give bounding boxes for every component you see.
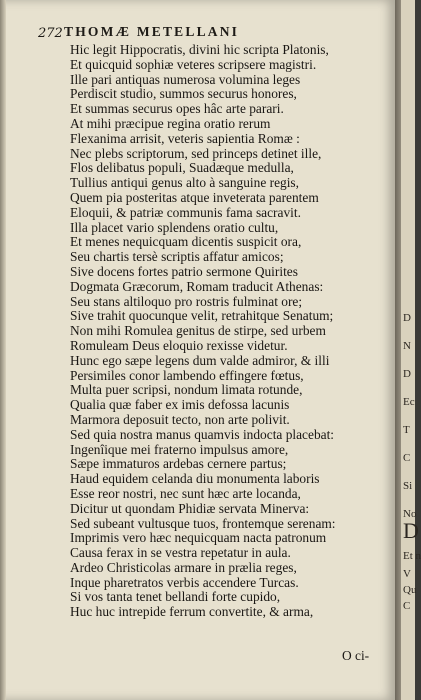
verse-line: Romuleam Deus eloquio rexisse videtur. [70,337,288,353]
facing-page-fragment: D [403,518,419,543]
verse-line: Esse reor nostri, nec sunt hæc arte locanda, [70,485,301,501]
verse-line: Perdiscit studio, summos securus honores, [70,86,297,102]
facing-page-fragment: Et n [403,550,421,562]
verse-line: Quem pia posteritas atque inveterata parentem [70,189,319,205]
verse-line: Sive trahit quocunque velit, retrahitque Senatum; [70,308,334,324]
facing-page-fragment: V [403,568,411,580]
verse-line: Hic legit Hippocratis, divini hic scripta Platonis, [70,42,329,57]
page-number: 272 [38,26,63,41]
verse-line: Hunc ego sæpe legens dum valde admiror, & illi [70,352,330,368]
verse-line: Nec plebs scriptorum, sed princeps detinet ille, [70,145,322,161]
facing-page-fragment: C [403,452,411,464]
verse-line: Si vos tanta tenet bellandi forte cupido, [70,589,281,605]
verse-line: At mihi præcipue regina oratio rerum [70,115,271,131]
facing-page-fragment: No [403,508,417,520]
verse-line: Sæpe immaturos ardebas cernere partus; [70,456,287,472]
verse-line: Sive docens fortes patrio sermone Quirites [70,263,298,279]
facing-page-fragment: N [403,340,411,352]
verse-line: Imprimis vero hæc nequicquam nacta patronum [70,530,327,546]
verse-line: Non mihi Romulea genitus de stirpe, sed urbem [70,323,326,339]
facing-page-fragment: Qu [403,584,417,596]
verse-line: Multa puer scripsi, nondum limata rotunde, [70,382,303,398]
verse-line: Flexanima arrisit, veteris sapientia Romæ : [70,130,300,146]
facing-page-fragment: Ec [403,396,415,408]
verse-line: Marmora deposuit tecto, non arte polivit. [70,411,290,427]
verse-line: Ille pari antiquas numerosa volumina leges [70,71,301,87]
verse-line: Tullius antiqui genus alto à sanguine regis, [70,175,299,191]
page-edge-shadow [0,0,6,700]
verse-line: Haud equidem celanda diu monumenta laboris [70,471,320,487]
verse-line: Eloquii, & patriæ communis fama sacravit. [70,204,301,220]
verse-line: Huc huc intrepide ferrum convertite, & arma, [70,604,314,620]
verse-line: Ingenîique mei fraterno impulsus amore, [70,441,289,457]
verse-line: Et menes nequicquam dicentis suspicit ora, [70,234,302,250]
verse-line: Seu stans altiloquo pro rostris fulminat ore; [70,293,303,309]
verse-line: Et summas securus opes hâc arte parari. [70,101,284,117]
facing-page-fragment: D [403,368,411,380]
running-head: THOMÆ METELLANI [64,24,240,39]
verse-line: Flos delibatus populi, Suadæque medulla, [70,160,294,176]
page-header [38,22,383,44]
verse-line: Dogmata Græcorum, Romam traducit Athenas: [70,278,324,294]
verse-line: Inque pharetratos verbis accendere Turcas. [70,574,299,590]
facing-page-fragment: D [403,312,411,324]
verse-line: Sed quia nostra manus quamvis indocta placebat: [70,426,335,442]
verse-line: Dicitur ut quondam Phidiæ servata Minerva: [70,500,310,516]
verse-line: Seu chartis tersè scriptis affatur amicos; [70,249,284,265]
verse-list [70,43,392,620]
verse-line: Persimiles conor lambendo effingere fœtus, [70,367,304,383]
verse-line: Illa placet vario splendens oratio cultu, [70,219,279,235]
facing-page-edge [401,0,421,700]
catchword: O ci- [342,648,370,663]
verse-line: Et quicquid sophiæ veteres scripsere magistri. [70,56,317,72]
verse-line: Ardeo Christicolas armare in prælia reges, [70,559,297,575]
facing-page-fragment: T [403,424,410,436]
verse-line: Causa ferax in se vestra repetatur in aula. [70,545,291,561]
facing-page-fragment: Si [403,480,413,492]
verse-line: Qualia quæ faber ex imis defossa lacunis [70,397,290,413]
facing-page-fragment: C [403,600,411,612]
verse-line: Sed subeant vultusque tuos, frontemque serenam: [70,515,336,531]
